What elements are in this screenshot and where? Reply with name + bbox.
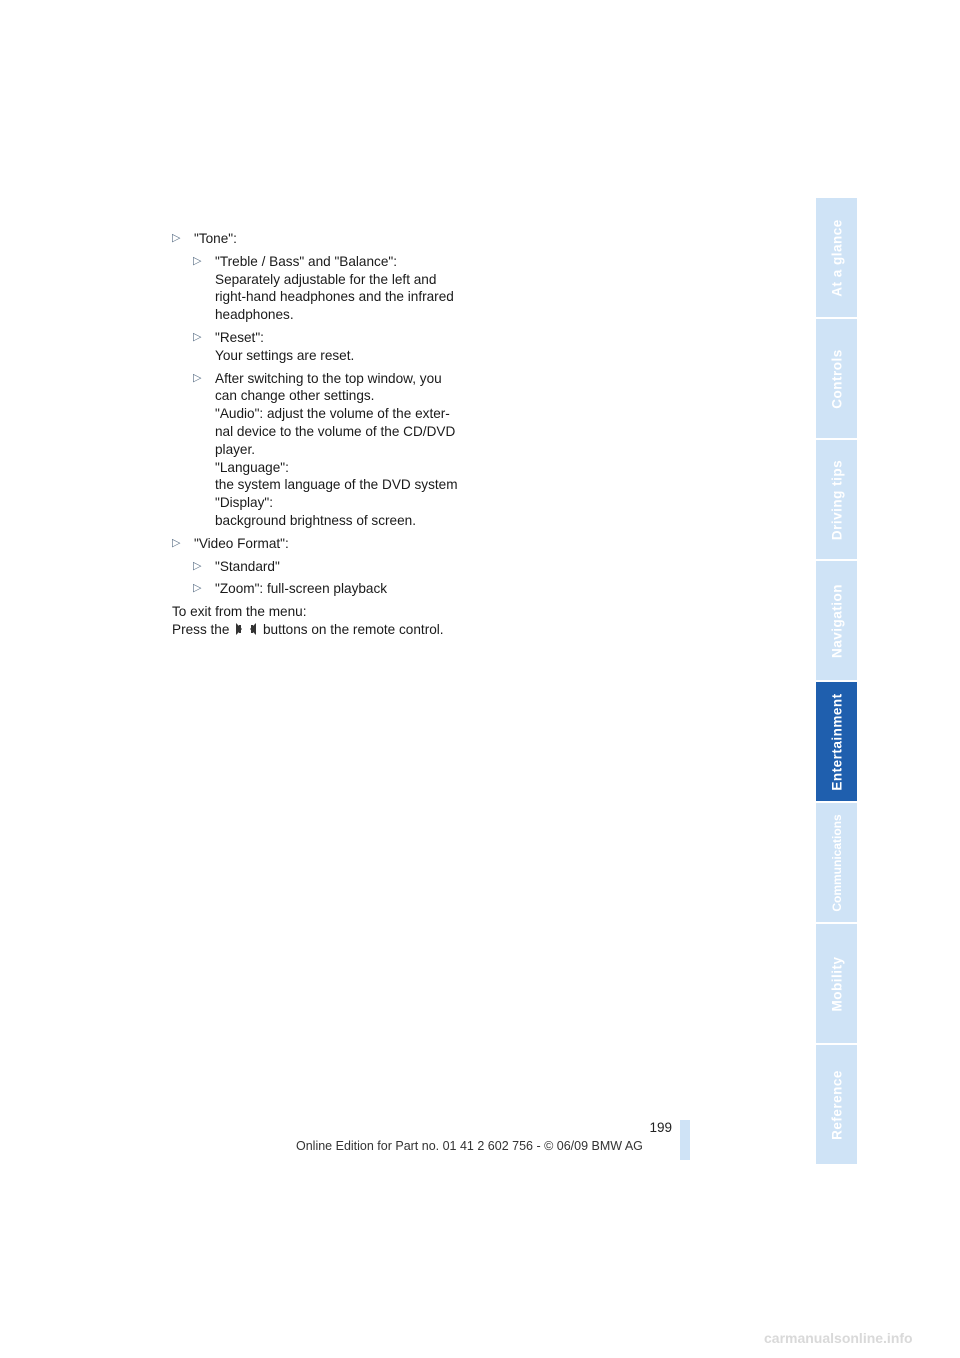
video-format-label: "Video Format":	[194, 535, 289, 551]
bullet-triangle-icon: ▷	[172, 232, 181, 244]
text-line: "Language":	[215, 459, 289, 475]
list-item-tone	[172, 230, 472, 248]
text-line: "Audio": adjust the volume of the exter-	[215, 406, 450, 422]
text-line	[172, 621, 472, 639]
list-item-treble-bass	[193, 253, 472, 324]
bullet-triangle-icon: ▷	[172, 536, 181, 549]
bullet-triangle-icon: ▷	[193, 371, 202, 384]
tab-communications[interactable]: Communications	[816, 803, 857, 922]
text-fragment: Press the	[172, 621, 230, 637]
text-line: "Reset":	[215, 329, 264, 345]
watermark: carmanualsonline.info	[764, 1330, 913, 1346]
exit-instructions	[172, 603, 472, 639]
tab-at-a-glance[interactable]: At a glance	[816, 198, 857, 317]
chapter-tabs	[816, 198, 857, 1166]
list-item-reset	[193, 329, 472, 365]
text-line: Separately adjustable for the left and	[215, 271, 437, 287]
bullet-triangle-icon: ▷	[193, 330, 202, 343]
tone-label: "Tone":	[194, 231, 237, 246]
page-number: 199	[649, 1120, 672, 1135]
list-item-after-switching	[193, 370, 472, 530]
text-line: Your settings are reset.	[215, 347, 355, 363]
tab-navigation[interactable]: Navigation	[816, 561, 857, 680]
text-line: can change other settings.	[215, 388, 375, 404]
list-item-zoom	[193, 580, 472, 598]
text-line: "Standard"	[215, 558, 280, 574]
text-line: "Treble / Bass" and "Balance":	[215, 253, 398, 269]
text-line: "Display":	[215, 495, 273, 511]
tab-driving-tips[interactable]: Driving tips	[816, 440, 857, 559]
list-item-standard	[193, 558, 472, 576]
text-fragment: buttons on the remote control.	[262, 621, 444, 637]
text-line: After switching to the top window, you	[215, 370, 442, 386]
page-marker-bar	[680, 1120, 690, 1160]
bullet-triangle-icon: ▷	[193, 559, 202, 572]
tab-mobility[interactable]: Mobility	[816, 924, 857, 1043]
tab-reference[interactable]: Reference	[816, 1045, 857, 1164]
text-line: To exit from the menu:	[172, 604, 307, 620]
text-line: right-hand headphones and the infrared	[215, 289, 454, 305]
text-line: the system language of the DVD system	[215, 477, 458, 493]
text-line: headphones.	[215, 307, 294, 323]
text-line: background brightness of screen.	[215, 512, 417, 528]
page-content	[172, 230, 472, 639]
text-line: player.	[215, 441, 256, 457]
text-line: nal device to the volume of the CD/DVD	[215, 423, 456, 439]
remote-buttons-icon	[234, 622, 258, 636]
bullet-triangle-icon: ▷	[193, 254, 202, 267]
text-line: "Zoom": full-screen playback	[215, 581, 388, 597]
tab-controls[interactable]: Controls	[816, 319, 857, 438]
list-item-video-format	[172, 535, 472, 553]
bullet-triangle-icon: ▷	[193, 582, 202, 595]
footer-text: Online Edition for Part no. 01 41 2 602 756 - © 06/09 BMW AG	[296, 1139, 643, 1153]
tab-entertainment[interactable]: Entertainment	[816, 682, 857, 801]
